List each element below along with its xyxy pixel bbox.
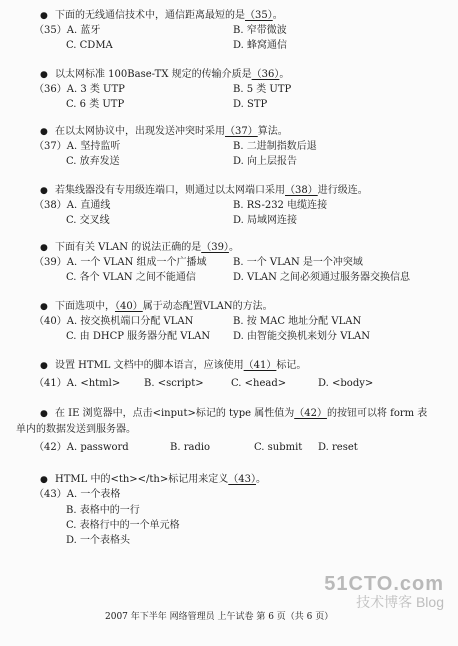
question-stem-continued: 单内的数据发送到服务器。 bbox=[16, 424, 136, 435]
option-b: B. 窄带微波 bbox=[233, 25, 287, 36]
question-number: （37） bbox=[34, 141, 67, 152]
option-a: （35）A. 蓝牙 bbox=[34, 25, 101, 36]
question-number: （43） bbox=[34, 489, 67, 500]
question-number: （39） bbox=[34, 257, 67, 268]
option-d: D. 局域网连接 bbox=[233, 215, 298, 226]
bullet: ● bbox=[40, 70, 48, 80]
bullet: ● bbox=[40, 243, 48, 253]
bullet: ● bbox=[40, 475, 48, 485]
option-d: D. 一个表格头 bbox=[66, 535, 131, 546]
answer-blank: （37） bbox=[225, 126, 258, 137]
option-b: B. 5 类 UTP bbox=[233, 84, 292, 95]
option-a: （41）A. <html> bbox=[34, 378, 121, 389]
bullet: ● bbox=[40, 409, 48, 419]
question-stem: ● 下面的无线通信技术中，通信距离最短的是（35）。 bbox=[40, 8, 283, 24]
option-a: （36）A. 3 类 UTP bbox=[34, 84, 125, 95]
bullet: ● bbox=[40, 302, 48, 312]
question-stem: ● 在以太网协议中，出现发送冲突时采用（37）算法。 bbox=[40, 124, 288, 140]
option-b: B. 二进制指数后退 bbox=[233, 141, 317, 152]
answer-blank: （35） bbox=[245, 10, 273, 21]
option-b: B. RS-232 电缆连接 bbox=[233, 200, 328, 211]
question-number: （41） bbox=[34, 378, 67, 389]
option-c: C. 由 DHCP 服务器分配 VLAN bbox=[66, 331, 211, 342]
bullet: ● bbox=[40, 361, 48, 371]
option-b: B. 表格中的一行 bbox=[66, 505, 140, 516]
option-d: D. reset bbox=[318, 442, 358, 453]
bullet: ● bbox=[40, 11, 48, 21]
question-stem: ● 在 IE 浏览器中，点击<input>标记的 type 属性值为（42）的按钮可以将 form 表 单内的数据发送到服务器。 bbox=[40, 406, 440, 438]
option-c: C. 各个 VLAN 之间不能通信 bbox=[66, 272, 196, 283]
option-a: （38）A. 直通线 bbox=[34, 200, 111, 211]
option-c: C. CDMA bbox=[66, 40, 113, 51]
watermark-sub: 技术博客 Blog bbox=[356, 594, 444, 610]
question-number: （35） bbox=[34, 25, 67, 36]
bullet: ● bbox=[40, 186, 48, 196]
option-b: B. <script> bbox=[144, 378, 204, 389]
option-c: C. <head> bbox=[231, 378, 287, 389]
option-c: C. 表格行中的一个单元格 bbox=[66, 520, 180, 531]
question-stem: ● 设置 HTML 文档中的脚本语言，应该使用（41）标记。 bbox=[40, 358, 306, 374]
bullet: ● bbox=[40, 127, 48, 137]
option-a: （43）A. 一个表格 bbox=[34, 489, 121, 500]
answer-blank: （42） bbox=[294, 408, 327, 419]
option-d: D. 由智能交换机来划分 VLAN bbox=[233, 331, 371, 342]
question-number: （36） bbox=[34, 84, 67, 95]
question-stem: ● 下面有关 VLAN 的说法正确的是（39）。 bbox=[40, 240, 239, 256]
option-a: （40）A. 按交换机端口分配 VLAN bbox=[34, 316, 194, 327]
answer-blank: （39） bbox=[201, 242, 229, 253]
answer-blank: （43） bbox=[228, 474, 256, 485]
page-footer: 2007 年下半年 网络管理员 上午试卷 第 6 页（共 6 页） bbox=[105, 612, 334, 622]
option-d: D. VLAN 之间必须通过服务器交换信息 bbox=[233, 272, 411, 283]
question-stem: ● 若集线器没有专用级连端口，则通过以太网端口采用（38）进行级连。 bbox=[40, 183, 368, 199]
answer-blank: （41） bbox=[243, 360, 277, 371]
question-stem: ● 下面选项中，（40）属于动态配置VLAN的方法。 bbox=[40, 299, 273, 315]
option-c: C. 6 类 UTP bbox=[66, 99, 125, 110]
option-c: C. 放弃发送 bbox=[66, 156, 120, 167]
answer-blank: （36） bbox=[251, 69, 280, 80]
option-d: D. STP bbox=[233, 99, 268, 110]
answer-blank: （40） bbox=[115, 301, 143, 312]
question-number: （40） bbox=[34, 316, 67, 327]
option-a: （39）A. 一个 VLAN 组成一个广播域 bbox=[34, 257, 207, 268]
question-number: （42） bbox=[34, 442, 67, 453]
question-stem: ● HTML 中的<th></th>标记用来定义（43）。 bbox=[40, 472, 266, 488]
option-d: D. 向上层报告 bbox=[233, 156, 298, 167]
option-b: B. 一个 VLAN 是一个冲突域 bbox=[233, 257, 363, 268]
question-number: （38） bbox=[34, 200, 67, 211]
option-c: C. 交叉线 bbox=[66, 215, 110, 226]
answer-blank: （38） bbox=[285, 185, 318, 196]
option-d: D. <body> bbox=[318, 378, 374, 389]
option-a: （37）A. 坚持监听 bbox=[34, 141, 121, 152]
option-d: D. 蜂窝通信 bbox=[233, 40, 288, 51]
option-b: B. 按 MAC 地址分配 VLAN bbox=[233, 316, 362, 327]
watermark bbox=[324, 573, 444, 610]
question-stem: ● 以太网标准 100Base-TX 规定的传输介质是（36）。 bbox=[40, 67, 289, 83]
option-c: C. submit bbox=[254, 442, 303, 453]
option-a: （42）A. password bbox=[34, 442, 129, 453]
watermark-main: 51CTO.com bbox=[324, 573, 444, 595]
option-b: B. radio bbox=[170, 442, 211, 453]
